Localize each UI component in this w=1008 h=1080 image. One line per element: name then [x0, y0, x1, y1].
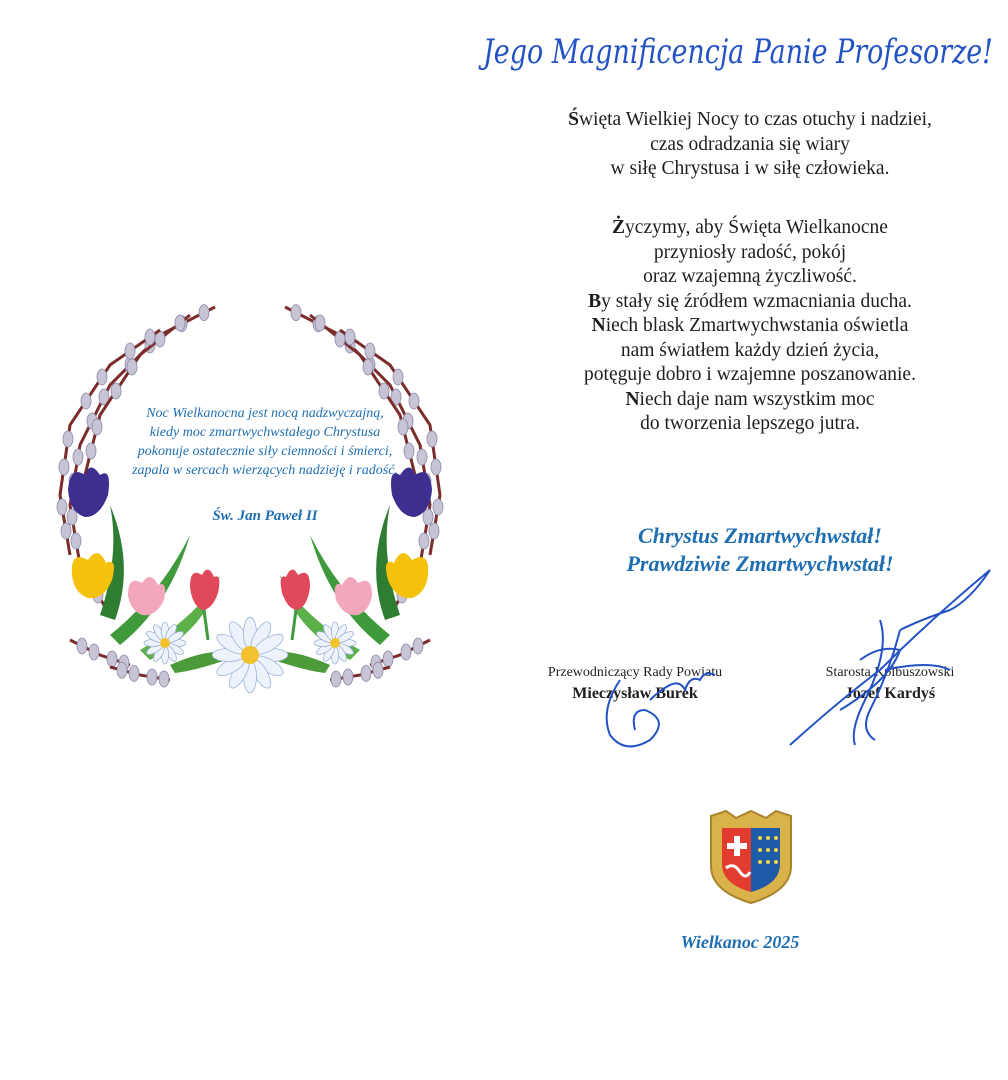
quote-line: kiedy moc zmartwychwstałego Chrystusa	[149, 425, 381, 440]
catkin	[97, 369, 107, 385]
catkin	[331, 671, 341, 687]
catkin	[125, 343, 135, 359]
catkin	[365, 343, 375, 359]
greeting-line-text: w siłę Chrystusa i w siłę człowieka.	[610, 158, 890, 179]
quote-text	[95, 404, 435, 480]
catkin	[127, 359, 137, 375]
wish-line-1: Chrystus Zmartwychwstał!	[638, 523, 882, 548]
catkin	[361, 665, 371, 681]
signatory-name: Józef Kardyś	[844, 685, 936, 702]
quote-line: pokonuje ostatecznie siły ciemności i śmierci,	[137, 444, 393, 459]
catkin	[89, 644, 99, 660]
greeting-line-text: nam światłem każdy dzień życia,	[620, 339, 880, 361]
pink-tulip-right-icon	[335, 577, 372, 615]
catkin	[111, 383, 121, 399]
catkin	[159, 671, 169, 687]
catkin	[345, 329, 355, 345]
quote-line: Noc Wielkanocna jest nocą nadzwyczajną,	[146, 406, 384, 421]
greeting-line	[500, 363, 1000, 388]
greeting-line-text: y stały się źródłem wzmacniania ducha.	[601, 290, 912, 312]
catkin	[291, 305, 301, 321]
greeting-line-text: potęguje dobro i wzajemne poszanowanie.	[584, 364, 916, 385]
greeting-line	[500, 157, 1000, 182]
catkin	[67, 509, 77, 525]
greeting-line	[500, 412, 1000, 437]
bold-initial: B	[588, 290, 602, 312]
greeting-line	[500, 265, 1000, 290]
catkin	[59, 459, 69, 475]
catkin	[199, 305, 209, 321]
greeting-line	[500, 314, 1000, 339]
bold-initial: Ś	[568, 109, 579, 130]
red-tulip-left-icon	[190, 569, 219, 640]
greeting-line-text: yczymy, aby Święta Wielkanocne	[625, 217, 888, 238]
catkin	[429, 523, 439, 539]
catkin	[61, 523, 71, 539]
greeting-line-text: iech blask Zmartwychwstania oświetla	[605, 315, 909, 336]
handwritten-salutation	[478, 8, 1003, 98]
handwritten-signature-right	[780, 560, 1005, 755]
greeting-line-text: przyniosły radość, pokój	[653, 241, 847, 263]
county-coat-of-arms	[706, 806, 796, 906]
easter-wreath-illustration	[40, 295, 460, 705]
catkin	[63, 431, 73, 447]
pink-tulip-left-icon	[128, 577, 165, 615]
catkin	[129, 665, 139, 681]
bold-initial: N	[625, 388, 640, 410]
catkin	[145, 329, 155, 345]
catkin	[373, 662, 383, 678]
catkin	[413, 638, 423, 654]
red-tulip-right-icon	[281, 569, 310, 640]
catkin	[147, 669, 157, 685]
greeting-line-text: więta Wielkiej Nocy to czas otuchy i nadziei,	[578, 109, 932, 130]
catkin	[401, 644, 411, 660]
catkin	[175, 315, 185, 331]
daisy-center-icon	[212, 617, 288, 693]
greeting-line	[500, 339, 1000, 364]
greeting-paragraph-2	[500, 216, 1000, 437]
catkin	[363, 359, 373, 375]
footer-date: Wielkanoc 2025	[680, 932, 800, 952]
signatory-title: Przewodniczący Rady Powiatu	[547, 665, 723, 680]
handwritten-signature-left	[590, 640, 730, 755]
daisy-flowers	[144, 617, 356, 693]
bold-initial: Ż	[612, 217, 626, 238]
catkin	[393, 369, 403, 385]
salutation-text: Jego Magnificencja Panie Profesorze!	[478, 32, 994, 72]
quote-author: Św. Jan Paweł II	[212, 508, 318, 524]
catkin	[383, 651, 393, 667]
greeting-line-text: do tworzenia lepszego jutra.	[640, 413, 860, 434]
catkin	[419, 533, 429, 549]
catkin	[379, 383, 389, 399]
quote-line: zapala w sercach wierzących nadzieję i radość.	[132, 463, 398, 478]
catkin	[81, 393, 91, 409]
greeting-line	[500, 290, 1000, 315]
greeting-line-text: czas odradzania się wiary	[650, 133, 850, 155]
catkin	[73, 449, 83, 465]
greeting-line	[500, 241, 1000, 266]
catkin	[107, 651, 117, 667]
greeting-line	[500, 388, 1000, 413]
greeting-line-text: iech daje nam wszystkim moc	[639, 388, 875, 410]
greeting-line	[500, 133, 1000, 158]
greeting-line	[500, 216, 1000, 241]
catkin	[343, 669, 353, 685]
catkin	[315, 315, 325, 331]
signatory-title: Starosta Kolbuszowski	[825, 665, 955, 680]
bold-initial: N	[591, 315, 606, 336]
catkin	[117, 662, 127, 678]
greeting-paragraph-1	[500, 108, 1000, 182]
salutation-handwriting	[478, 8, 1003, 98]
catkin	[71, 533, 81, 549]
catkin	[77, 638, 87, 654]
greeting-line-text: oraz wzajemną życzliwość.	[643, 266, 857, 287]
signatory-name: Mieczysław Burek	[572, 685, 698, 702]
greeting-line	[500, 108, 1000, 133]
catkin	[57, 499, 67, 515]
wish-line-2: Prawdziwie Zmartwychwstał!	[626, 551, 894, 576]
